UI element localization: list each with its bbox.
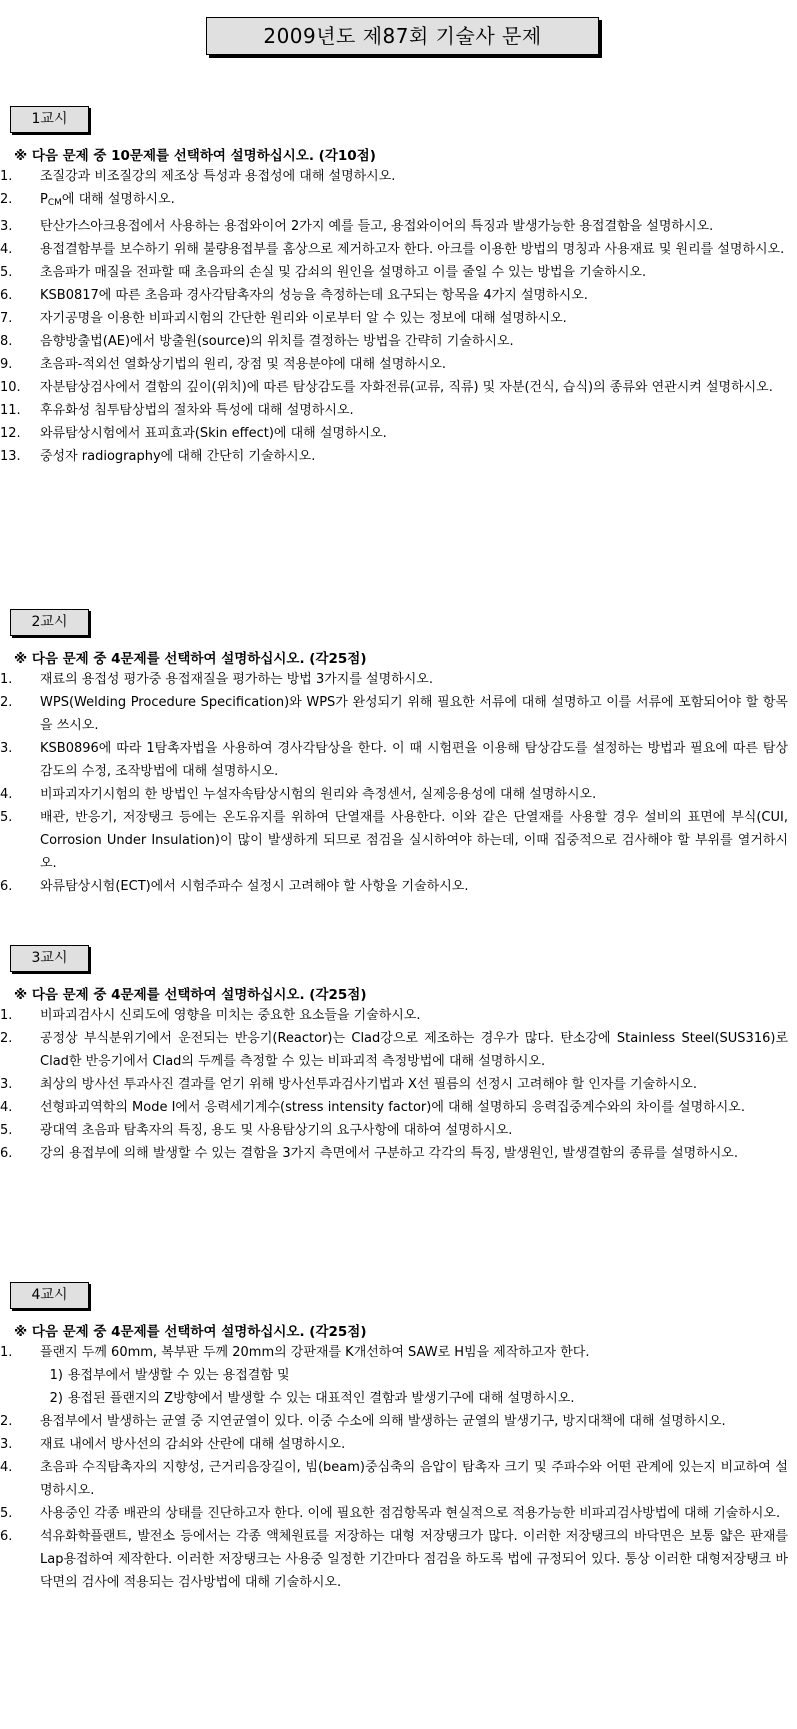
question-item — [0, 399, 797, 422]
question-text: 플랜지 두께 60mm, 복부판 두께 20mm의 강판재를 K개선하여 SAW로 H빔을 제작하고자 한다. — [40, 1345, 590, 1360]
question-number: 6. — [0, 1529, 13, 1544]
question-number: 5. — [0, 810, 13, 825]
question-text: 공정상 부식분위기에서 운전되는 반응기(Reactor)는 Clad강으로 제조하는 경우가 많다. 탄소강에 Stainless Steel(SUS316)로 Clad한 반응기에서 Clad의 두께를 측정할 수 있는 비파괴적 측정방법에 대해 설명하시오. — [40, 1031, 788, 1069]
question-number: 11. — [0, 403, 21, 418]
question-number: 6. — [0, 288, 13, 303]
question-item — [0, 806, 797, 875]
question-text: 초음파 수직탐촉자의 지향성, 근거리음장길이, 빔(beam)중심축의 음압이 탐촉자 크기 및 주파수와 어떤 관계에 있는지 비교하여 설명하시오. — [40, 1460, 788, 1498]
sub-question-text: 용접된 플랜지의 Z방향에서 발생할 수 있는 대표적인 결함과 발생기구에 대해 설명하시오. — [68, 1391, 575, 1406]
question-number: 1. — [0, 169, 13, 184]
question-text: KSB0896에 따라 1탐촉자법을 사용하여 경사각탐상을 한다. 이 때 시험편을 이용해 탐상감도를 설정하는 방법과 필요에 따른 탐상감도의 수정, 조작방법에 대해 설명하시오. — [40, 741, 788, 779]
question-text: 비파괴자기시험의 한 방법인 누설자속탐상시험의 원리와 측정센서, 실제응용성에 대해 설명하시오. — [40, 787, 597, 802]
question-text: 사용중인 각종 배관의 상태를 진단하고자 한다. 이에 필요한 점검항목과 현실적으로 적용가능한 비파괴검사방법에 대해 기술하시오. — [40, 1506, 781, 1521]
question-text: 음향방출법(AE)에서 방출원(source)의 위치를 결정하는 방법을 간략히 기술하시오. — [40, 334, 514, 349]
question-text: 탄산가스아크용접에서 사용하는 용접와이어 2가지 예를 들고, 용접와이어의 특징과 발생가능한 용접결함을 설명하시오. — [40, 219, 714, 234]
question-number: 2. — [0, 192, 13, 207]
question-item — [0, 330, 797, 353]
question-number: 3. — [0, 1437, 13, 1452]
section-label: 1교시 — [10, 106, 89, 133]
question-text: 초음파-적외선 열화상기법의 원리, 장점 및 적용분야에 대해 설명하시오. — [40, 357, 447, 372]
question-number: 4. — [0, 1460, 13, 1475]
question-number: 10. — [0, 380, 21, 395]
question-item — [0, 1142, 797, 1165]
section-label: 3교시 — [10, 945, 89, 972]
question-number: 9. — [0, 357, 13, 372]
question-number: 3. — [0, 1077, 13, 1092]
question-text: 중성자 radiography에 대해 간단히 기술하시오. — [40, 449, 316, 464]
question-number: 2. — [0, 695, 13, 710]
question-number: 2. — [0, 1031, 13, 1046]
sub-question-text: 용접부에서 발생할 수 있는 용접결함 및 — [68, 1368, 290, 1383]
section-instruction: ※ 다음 문제 중 10문제를 선택하여 설명하십시오. (각10점) — [14, 148, 376, 164]
question-number: 1. — [0, 1345, 13, 1360]
question-item — [0, 737, 797, 783]
question-text: 용접결함부를 보수하기 위해 불량용접부를 홈상으로 제거하고자 한다. 아크를 이용한 방법의 명칭과 사용재료 및 원리를 설명하시오. — [40, 242, 785, 257]
question-number: 8. — [0, 334, 13, 349]
question-item — [0, 875, 797, 898]
question-text: 선형파괴역학의 Mode I에서 응력세기계수(stress intensity factor)에 대해 설명하되 응력집중계수와의 차이를 설명하시오. — [40, 1100, 745, 1115]
question-list — [0, 668, 797, 898]
sub-question-item — [0, 1364, 797, 1387]
question-list — [0, 1004, 797, 1165]
page-title: 2009년도 제87회 기술사 문제 — [206, 17, 599, 55]
question-number: 1. — [0, 1008, 13, 1023]
section-label: 4교시 — [10, 1282, 89, 1309]
question-item — [0, 1096, 797, 1119]
question-text: 자기공명을 이용한 비파괴시험의 간단한 원리와 이로부터 알 수 있는 정보에 대해 설명하시오. — [40, 311, 567, 326]
question-item — [0, 165, 797, 188]
question-number: 1. — [0, 672, 13, 687]
question-text: 광대역 초음파 탐촉자의 특징, 용도 및 사용탐상기의 요구사항에 대하여 설명하시오. — [40, 1123, 513, 1138]
question-text: 조질강과 비조질강의 제조상 특성과 용접성에 대해 설명하시오. — [40, 169, 396, 184]
section-instruction: ※ 다음 문제 중 4문제를 선택하여 설명하십시오. (각25점) — [14, 987, 367, 1003]
question-item — [0, 1027, 797, 1073]
question-item — [0, 1341, 797, 1364]
question-number: 7. — [0, 311, 13, 326]
question-number: 6. — [0, 1146, 13, 1161]
question-item — [0, 1456, 797, 1502]
question-text: 비파괴검사시 신뢰도에 영향을 미치는 중요한 요소들을 기술하시오. — [40, 1008, 421, 1023]
question-number: 3. — [0, 741, 13, 756]
question-item — [0, 422, 797, 445]
question-list — [0, 165, 797, 468]
question-item — [0, 1073, 797, 1096]
question-text: 석유화학플랜트, 발전소 등에서는 각종 액체원료를 저장하는 대형 저장탱크가 많다. 이러한 저장탱크의 바닥면은 보통 얇은 판재를 Lap용접하여 제작한다. 이러한 저장탱크는 사용중 일정한 기간마다 점검을 하도록 법에 규정되어 있다. 통상 이러한 대형저장탱크 바닥면의 검사에 적용되는 검사방법에 대해 기술하시오. — [40, 1529, 788, 1590]
question-number: 5. — [0, 265, 13, 280]
question-number: 4. — [0, 242, 13, 257]
question-text: 와류탐상시험에서 표피효과(Skin effect)에 대해 설명하시오. — [40, 426, 387, 441]
question-list — [0, 1341, 797, 1594]
question-item — [0, 238, 797, 261]
question-item — [0, 215, 797, 238]
question-text: WPS(Welding Procedure Specification)와 WPS가 완성되기 위해 필요한 서류에 대해 설명하고 이를 서류에 포함되어야 할 항목을 쓰시오. — [40, 695, 788, 733]
question-item — [0, 1119, 797, 1142]
question-item — [0, 445, 797, 468]
question-text: $P_{CM}$에 대해 설명하시오. — [40, 192, 175, 208]
question-text: 재료 내에서 방사선의 감쇠와 산란에 대해 설명하시오. — [40, 1437, 346, 1452]
question-item — [0, 1525, 797, 1594]
question-text: 최상의 방사선 투과사진 결과를 얻기 위해 방사선투과검사기법과 X선 필름의 선정시 고려해야 할 인자를 기술하시오. — [40, 1077, 697, 1092]
question-item — [0, 1410, 797, 1433]
question-item — [0, 188, 797, 215]
question-text: 재료의 용접성 평가중 용접재질을 평가하는 방법 3가지를 설명하시오. — [40, 672, 433, 687]
section-instruction: ※ 다음 문제 중 4문제를 선택하여 설명하십시오. (각25점) — [14, 651, 367, 667]
question-item — [0, 376, 797, 399]
question-text: 용접부에서 발생하는 균열 중 지연균열이 있다. 이중 수소에 의해 발생하는 균열의 발생기구, 방지대책에 대해 설명하시오. — [40, 1414, 726, 1429]
section-instruction: ※ 다음 문제 중 4문제를 선택하여 설명하십시오. (각25점) — [14, 1324, 367, 1340]
question-text: KSB0817에 따른 초음파 경사각탐촉자의 성능을 측정하는데 요구되는 항목을 4가지 설명하시오. — [40, 288, 588, 303]
question-text: 후유화성 침투탐상법의 절차와 특성에 대해 설명하시오. — [40, 403, 354, 418]
sub-question-number: 2) — [49, 1391, 63, 1406]
question-number: 5. — [0, 1506, 13, 1521]
question-number: 5. — [0, 1123, 13, 1138]
question-item — [0, 307, 797, 330]
question-text: 와류탐상시험(ECT)에서 시험주파수 설정시 고려해야 할 사항을 기술하시오. — [40, 879, 469, 894]
question-text: 자분탐상검사에서 결함의 깊이(위치)에 따른 탐상감도를 자화전류(교류, 직류) 및 자분(건식, 습식)의 종류와 연관시켜 설명하시오. — [40, 380, 773, 395]
question-item — [0, 691, 797, 737]
question-item — [0, 783, 797, 806]
question-item — [0, 353, 797, 376]
question-text: 배관, 반응기, 저장탱크 등에는 온도유지를 위하여 단열재를 사용한다. 이와 같은 단열재를 사용할 경우 설비의 표면에 부식(CUI, Corrosion Under Insulation)이 많이 발생하게 되므로 점검을 실시하여야 하는데, 이때 집중적으로 검사해야 할 부위를 열거하시오. — [40, 810, 788, 871]
question-number: 2. — [0, 1414, 13, 1429]
question-item — [0, 1004, 797, 1027]
question-number: 6. — [0, 879, 13, 894]
question-number: 4. — [0, 1100, 13, 1115]
question-number: 12. — [0, 426, 21, 441]
question-item — [0, 1433, 797, 1456]
question-text: 강의 용접부에 의해 발생할 수 있는 결함을 3가지 측면에서 구분하고 각각의 특징, 발생원인, 발생결함의 종류를 설명하시오. — [40, 1146, 738, 1161]
sub-question-number: 1) — [49, 1368, 63, 1383]
question-item — [0, 261, 797, 284]
question-number: 13. — [0, 449, 21, 464]
question-item — [0, 1502, 797, 1525]
question-number: 3. — [0, 219, 13, 234]
question-number: 4. — [0, 787, 13, 802]
sub-question-item — [0, 1387, 797, 1410]
question-item — [0, 668, 797, 691]
section-label: 2교시 — [10, 609, 89, 636]
question-item — [0, 284, 797, 307]
question-text: 초음파가 매질을 전파할 때 초음파의 손실 및 감쇠의 원인을 설명하고 이를 줄일 수 있는 방법을 기술하시오. — [40, 265, 647, 280]
